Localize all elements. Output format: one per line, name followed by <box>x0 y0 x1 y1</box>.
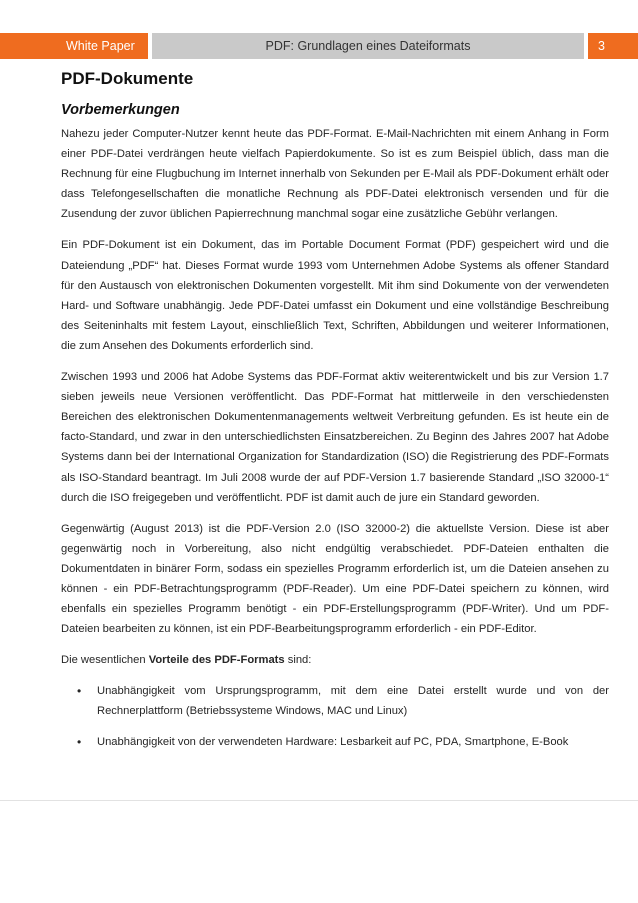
header-left-block <box>0 33 148 59</box>
header-page-block <box>588 33 638 59</box>
section-heading: PDF-Dokumente <box>61 69 194 88</box>
document-body <box>61 68 609 762</box>
header-left-label: White Paper <box>66 39 135 53</box>
footer-divider <box>0 800 638 801</box>
paragraph: Nahezu jeder Computer-Nutzer kennt heute das PDF-Format. E-Mail-Nachrichten mit einem Anhang in Form einer PDF-Datei verdrängen heute vielfach Papierdokumente. So ist es zum Beispiel üblich, dass man die Rechnung für eine Flugbuchung im Internet innerhalb von Sekunden per E-Mail als PDF-Dokument erhält oder dass Telefongesellschaften die monatliche Rechnung als PDF-Datei elektronisch versenden und für die Zusendung der zuvor üblichen Papierrechnung manchmal sogar eine zusätzliche Gebühr verlangen. <box>61 128 609 221</box>
list-item-text: Unabhängigkeit vom Ursprungsprogramm, mit dem eine Datei erstellt wurde und von der Rechnerplattform (Betriebssysteme Windows, MAC und Linux) <box>97 685 609 718</box>
bullet-icon: • <box>77 684 82 699</box>
list-item <box>77 681 609 721</box>
header-title-block <box>152 33 584 59</box>
paragraph: Ein PDF-Dokument ist ein Dokument, das im Portable Document Format (PDF) gespeichert wird und die Dateiendung „PDF“ hat. Dieses Format wurde 1993 vom Unternehmen Adobe Systems als offener Standard für den Austausch von elektronischen Dokumenten vorgestellt. Mit ihm sind Dokumente von der verwendeten Hard- und Software unabhängig. Jede PDF-Datei umfasst ein Dokument und eine vollständige Beschreibung des Seiteninhalts mit festem Layout, einschließlich Text, Schriften, Abbildungen und weiterer Informationen, die zum Ansehen des Dokuments erforderlich sind. <box>61 239 609 352</box>
advantages-intro-suffix: sind: <box>284 654 312 667</box>
bullet-icon: • <box>77 734 82 749</box>
section-subheading: Vorbemerkungen <box>61 102 180 118</box>
header-title: PDF: Grundlagen eines Dateiformats <box>265 39 471 53</box>
page-number: 3 <box>598 39 605 53</box>
advantages-list <box>61 681 609 751</box>
list-item <box>77 732 609 752</box>
page-header <box>0 33 638 59</box>
list-item-text: Unabhängigkeit von der verwendeten Hardware: Lesbarkeit auf PC, PDA, Smartphone, E-Book <box>97 735 569 748</box>
advantages-intro-prefix: Die wesentlichen <box>61 654 149 667</box>
advantages-intro <box>61 650 609 670</box>
paragraph: Gegenwärtig (August 2013) ist die PDF-Version 2.0 (ISO 32000-2) die aktuellste Version. Diese ist aber gegenwärtig noch in Vorbereitung, also nicht endgültig verabschiedet. PDF-Dateien enthalten die Dokumentdaten in binärer Form, sodass ein spezielles Programm erforderlich ist, um die Dateien ansehen zu können - ein PDF-Betrachtungsprogramm (PDF-Reader). Um eine PDF-Datei speichern zu können, wird ebenfalls ein spezielles Programm benötigt - ein PDF-Erstellungsprogramm (PDF-Writer). Und um PDF-Dateien bearbeiten zu können, ist ein PDF-Bearbeitungsprogramm erforderlich - ein PDF-Editor. <box>61 522 609 636</box>
paragraph: Zwischen 1993 und 2006 hat Adobe Systems das PDF-Format aktiv weiterentwickelt und bis zur Version 1.7 sieben jeweils neue Versionen veröffentlicht. Das PDF-Format hat mittlerweile in den verschiedensten Bereichen des elektronischen Dokumentenmanagements weltweit Verbreitung gefunden. Es ist heute ein de facto-Standard, und zwar in den unterschiedlichsten Einsatzbereichen. Zu Beginn des Jahres 2007 hat Adobe Systems dann bei der International Organization for Standardization (ISO) die Registrierung des PDF-Formats als ISO-Standard beantragt. Im Juli 2008 wurde der auf PDF-Version 1.7 basierende Standard „ISO 32000-1“ durch die ISO freigegeben und veröffentlicht. PDF ist damit auch de jure ein Standard geworden. <box>61 371 609 504</box>
advantages-intro-bold: Vorteile des PDF-Formats <box>148 654 285 667</box>
